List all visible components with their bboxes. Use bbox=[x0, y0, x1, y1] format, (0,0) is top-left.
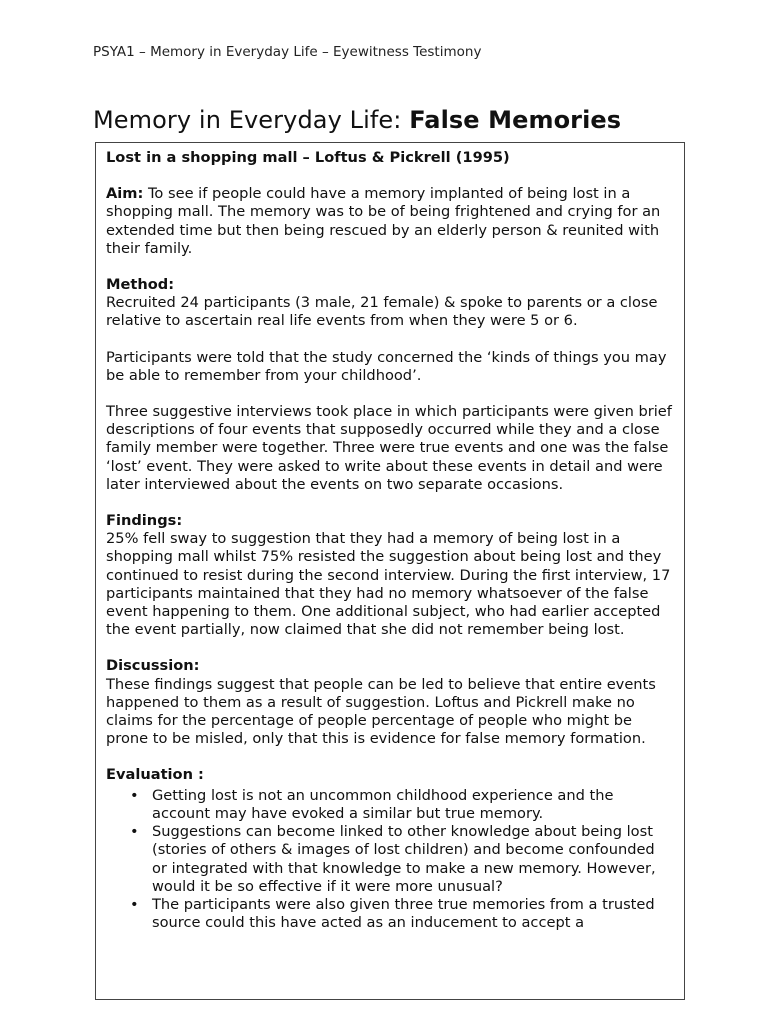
evaluation-section bbox=[106, 766, 674, 932]
evaluation-text: Suggestions can become linked to other knowledge about being lost (stories of others & images of lost children) and become confounded or integrated with that knowledge to make a new memory. However, would it be so effective if it were more unusual? bbox=[152, 823, 656, 895]
evaluation-label: Evaluation : bbox=[106, 766, 204, 784]
method-section bbox=[106, 276, 674, 494]
bullet-icon: • bbox=[130, 786, 139, 804]
page-title bbox=[93, 106, 621, 134]
discussion-label: Discussion: bbox=[106, 657, 200, 675]
discussion-text: These findings suggest that people can be led to believe that entire events happened to them as a result of suggestion. Loftus and Pickrell make no claims for the percentage of people percentage of people who might be prone to be misled, only that this is evidence for false memory formation. bbox=[106, 675, 656, 748]
method-paragraph: Participants were told that the study concerned the ‘kinds of things you may be able to remember from your childhood’. bbox=[106, 348, 667, 384]
page-title-prefix: Memory in Everyday Life: bbox=[93, 106, 410, 135]
aim-section bbox=[106, 185, 674, 258]
running-header: PSYA1 – Memory in Everyday Life – Eyewitness Testimony bbox=[93, 44, 482, 60]
method-paragraph: Three suggestive interviews took place in which participants were given brief descriptions of four events that supposedly occurred while they and a close family member were together. Three were true events and one was the false ‘lost’ event. They were asked to write about these events in detail and were later interviewed about the events on two separate occasions. bbox=[106, 403, 672, 493]
aim-label: Aim: bbox=[106, 185, 144, 203]
page-title-emphasis: False Memories bbox=[409, 106, 622, 135]
discussion-section bbox=[106, 657, 674, 748]
findings-label: Findings: bbox=[106, 512, 183, 530]
study-heading: Lost in a shopping mall – Loftus & Pickrell (1995) bbox=[106, 149, 510, 166]
study-summary-box bbox=[95, 142, 685, 1000]
method-label: Method: bbox=[106, 276, 175, 294]
findings-section bbox=[106, 512, 674, 639]
evaluation-text: Getting lost is not an uncommon childhood experience and the account may have evoked a similar but true memory. bbox=[152, 786, 614, 822]
aim-text: To see if people could have a memory implanted of being lost in a shopping mall. The memory was to be of being frightened and crying for an extended time but then being rescued by an elderly person & reunited with their family. bbox=[106, 185, 661, 257]
method-paragraph: Recruited 24 participants (3 male, 21 female) & spoke to parents or a close relative to ascertain real life events from when they were 5 or 6. bbox=[106, 294, 658, 330]
evaluation-list bbox=[106, 787, 674, 933]
evaluation-point bbox=[130, 786, 674, 823]
evaluation-point bbox=[130, 823, 674, 896]
evaluation-point bbox=[130, 895, 674, 932]
bullet-icon: • bbox=[130, 895, 139, 913]
evaluation-text: The participants were also given three true memories from a trusted source could this have acted as an inducement to accept a bbox=[152, 895, 655, 932]
findings-text: 25% fell sway to suggestion that they had a memory of being lost in a shopping mall whilst 75% resisted the suggestion about being lost and they continued to resist during the second interview. During the first interview, 17 participants maintained that they had no memory whatsoever of the false event happening to them. One additional subject, who had earlier accepted the event partially, now claimed that she did not remember being lost. bbox=[106, 530, 671, 639]
bullet-icon: • bbox=[130, 823, 139, 841]
